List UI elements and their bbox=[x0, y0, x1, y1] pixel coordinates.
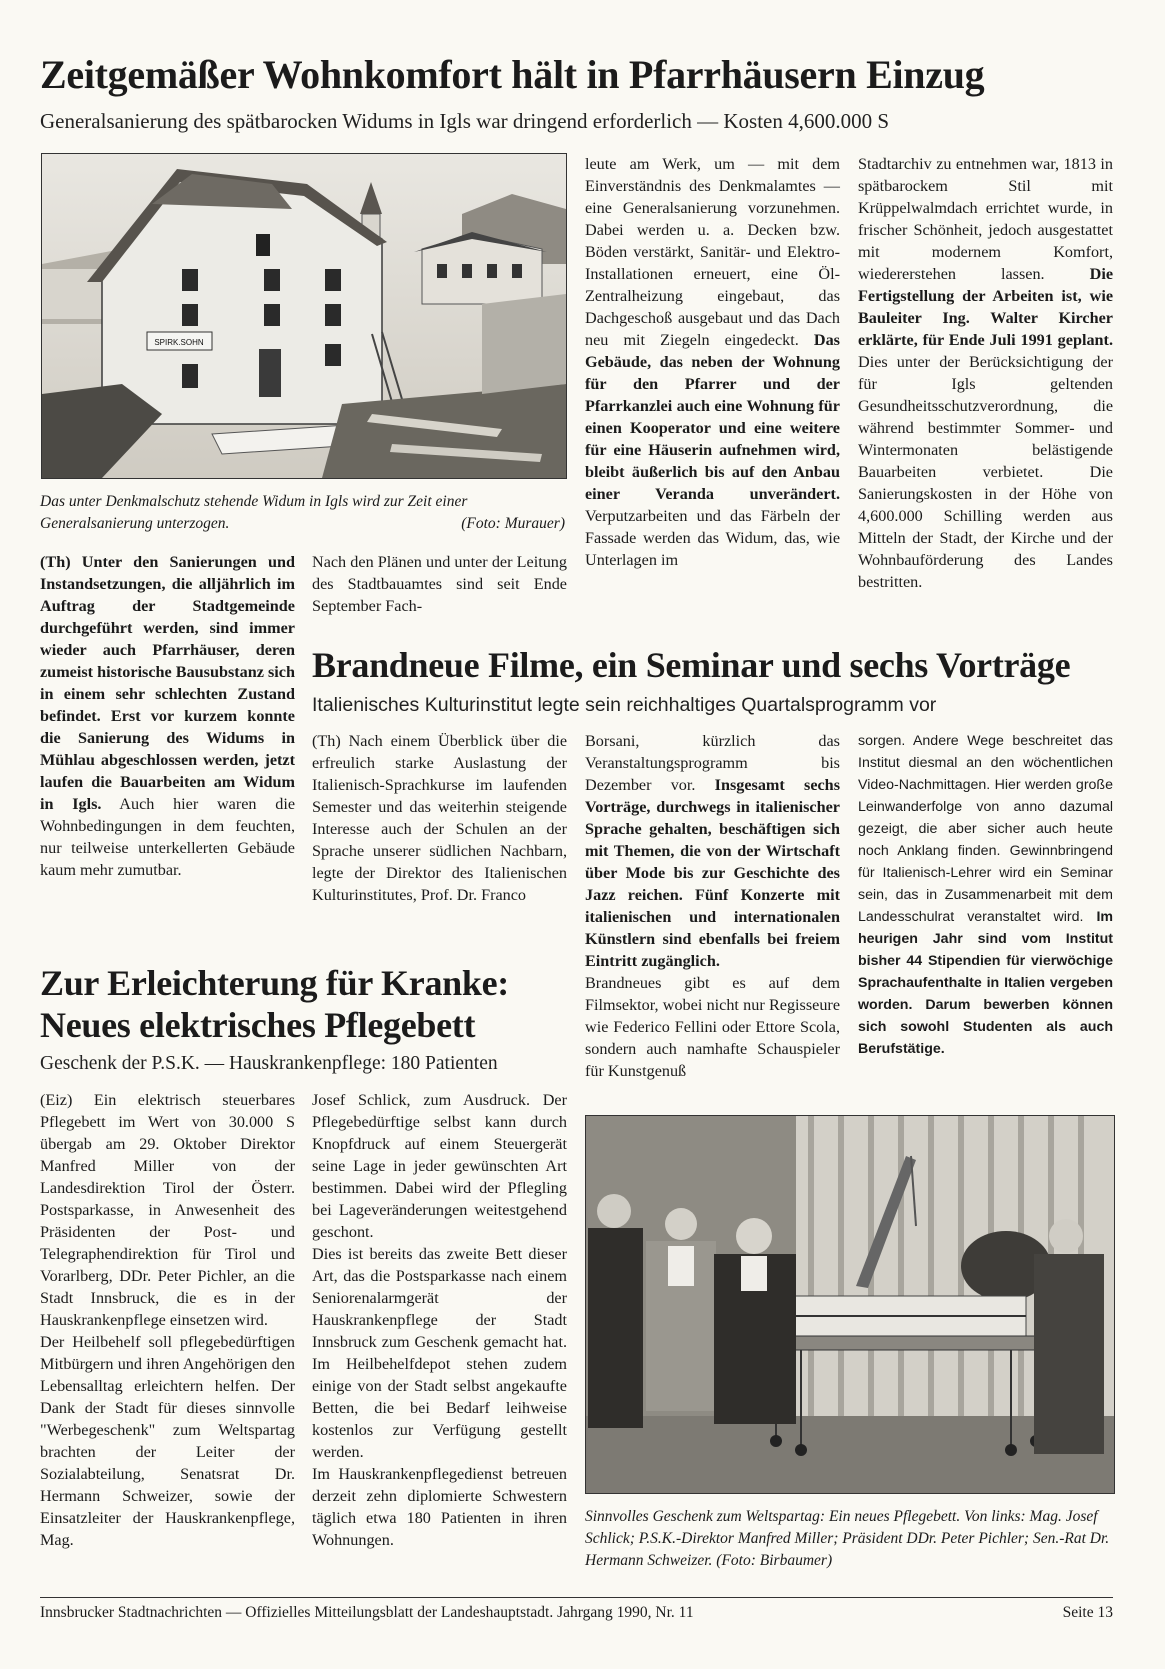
article2-col2-bold: Insgesamt sechs Vorträge, durchwegs in italienischer Sprache gehalten, beschäftigen sich mit Themen, die von der Wirtschaft über Mode bis zur Geschichte des Jazz reichen. Fünf Konzerte mit italienischen und internationalen Künstlern sind ebenfalls bei freiem Eintritt zugänglich. bbox=[585, 776, 840, 970]
article3-col2-para2: Dies ist bereits das zweite Bett dieser Art, das die Postsparkasse nach einem Seniorenalarmgerät der Hauskrankenpflege der Stadt Innsbruck zum Geschenk gemacht hat. Im Heilbehelfdepot stehen zudem einige von der Stadt selbst angekaufte Betten, die bei Bedarf leihweise kostenlos zur Verfügung gestellt werden. bbox=[312, 1245, 567, 1461]
article2-col3-text: sorgen. Andere Wege beschreitet das Institut diesmal an den wöchentlichen Video-Nachmittagen. Hier werden große Leinwanderfolge von anno dazumal gezeigt, die aber sicher auch heute noch Anklang finden. Gewinnbringend für Italienisch-Lehrer wird ein Seminar sein, das in Zusammenarbeit mit dem Landesschulrat veranstaltet wird. bbox=[858, 733, 1113, 925]
article1-col3-bold: Das Gebäude, das neben der Wohnung für den Pfarrer und der Pfarrkanzlei auch eine Wohnung für einen Kooperator und eine weitere für eine Häuserin aufnehmen wird, bleibt äußerlich bis auf den Anbau einer Veranda unverändert. bbox=[585, 331, 840, 503]
article3-col2-para1: Josef Schlick, zum Ausdruck. Der Pflegebedürftige selbst kann durch Knopfdruck auf einem Steuergerät seine Lage in jeder gewünschten Art bestimmen. Dabei wird der Pflegling bei Lageveränderungen weitestgehend geschont. bbox=[312, 1091, 567, 1241]
article2-col2-text-a: Borsani, kürzlich das Veranstaltungsprogramm bis Dezember vor. bbox=[585, 732, 840, 794]
article1-headline: Zeitgemäßer Wohnkomfort hält in Pfarrhäusern Einzug bbox=[40, 52, 985, 97]
article2-column3 bbox=[858, 730, 1113, 1060]
article1-col3-text-b: Verputzarbeiten und das Färbeln der Fassade werden das Widum, das, wie Unterlagen im bbox=[585, 507, 840, 569]
article3-headline-line2: Neues elektrisches Pflegebett bbox=[40, 1005, 476, 1045]
article2-subheadline: Italienisches Kulturinstitut legte sein reichhaltiges Quartalsprogramm vor bbox=[312, 694, 937, 716]
article3-headline-line1: Zur Erleichterung für Kranke: bbox=[40, 963, 509, 1003]
article1-col1-text: Auch hier waren die Wohnbedingungen in dem feuchten, nur teilweise unterkellerten Gebäude kaum mehr zumutbar. bbox=[40, 795, 295, 879]
article3-col1-para2: Der Heilbehelf soll pflegebedürftigen Mitbürgern und ihren Angehörigen den Lebensalltag erleichtern helfen. Der Dank der Stadt für dieses sinnvolle "Werbegeschenk" zum Weltspartag brachten der Leiter der Sozialabteilung, Senatsrat Dr. Hermann Schweizer, sowie der Einsatzleiter der Hauskrankenpflege, Mag. bbox=[40, 1333, 295, 1549]
article1-column2: Nach den Plänen und unter der Leitung des Stadtbauamtes sind seit Ende September Fach- bbox=[312, 553, 567, 615]
house-photo bbox=[41, 153, 567, 479]
article1-column4 bbox=[858, 153, 1113, 593]
article2-col3-bold: Im heurigen Jahr sind vom Institut bisher 44 Stipendien für vierwöchige Sprachaufenthalte in Italien vergeben worden. Darum bewerben können sich sowohl Studenten als auch Berufstätige. bbox=[858, 909, 1113, 1057]
article1-subheadline: Generalsanierung des spätbarocken Widums in Igls war dringend erforderlich — Kosten 4,600.000 S bbox=[40, 109, 890, 133]
footer-rule bbox=[40, 1597, 1113, 1598]
article1-col3-text-a: leute am Werk, um — mit dem Einverständnis des Denkmalamtes — eine Generalsanierung vorzunehmen. Dabei werden u. a. Decken bzw. Böden verstärkt, Sanitär- und Elektro-Installationen erneuert, eine Öl-Zentralheizung eingebaut, das Dachgeschoß ausgebaut und das Dach neu mit Ziegeln eingedeckt. bbox=[585, 155, 840, 349]
article2-column1: (Th) Nach einem Überblick über die erfreulich starke Auslastung der Italienisch-Sprachkurse im laufenden Semester und das weiterhin steigende Interesse auch der Schulen an der Sprache unserer südlichen Nachbarn, legte der Direktor des Italienischen Kulturinstitutes, Prof. Dr. Franco bbox=[312, 732, 567, 904]
article2-col2-text-b: Brandneues gibt es auf dem Filmsektor, wobei nicht nur Regisseure wie Federico Fellini oder Ettore Scola, sondern auch namhafte Schauspieler für Kunstgenuß bbox=[585, 974, 840, 1080]
bed-illustration bbox=[586, 1116, 1114, 1493]
article2-headline: Brandneue Filme, ein Seminar und sechs Vorträge bbox=[312, 645, 1071, 685]
footer-publication: Innsbrucker Stadtnachrichten — Offizielles Mitteilungsblatt der Landeshauptstadt. Jahrgang 1990, Nr. 11 bbox=[40, 1604, 694, 1621]
article3-subheadline: Geschenk der P.S.K. — Hauskrankenpflege: 180 Patienten bbox=[40, 1053, 498, 1074]
article1-column1 bbox=[40, 551, 295, 881]
article3-column1 bbox=[40, 1089, 295, 1551]
article1-col4-text-b: Dies unter der Berücksichtigung der für Igls geltenden Gesundheitsschutzverordnung, die während bestimmter Sommer- und Wintermonaten belästigende Bauarbeiten verbietet. Die Sanierungskosten in der Höhe von 4,600.000 Schilling werden aus Mitteln der Stadt, der Kirche und der Wohnbauförderung des Landes bestritten. bbox=[858, 353, 1113, 591]
article1-column3 bbox=[585, 153, 840, 571]
house-photo-caption: Das unter Denkmalschutz stehende Widum in Igls wird zur Zeit einer Generalsanierung unterzogen. bbox=[40, 493, 468, 532]
article1-col4-bold: Die Fertigstellung der Arbeiten ist, wie Bauleiter Ing. Walter Kircher erklärte, für Ende Juli 1991 geplant. bbox=[858, 265, 1114, 349]
article2-column2 bbox=[585, 730, 840, 1082]
article1-lead: (Th) Unter den Sanierungen und Instandsetzungen, die alljährlich im Auftrag der Stadtgemeinde durchgeführt werden, sind immer wieder auch Pfarrhäuser, deren zumeist historische Bausubstanz sich in einem sehr schlechten Zustand befindet. Erst vor kurzem konnte die Sanierung des Widums in Mühlau abgeschlossen werden, jetzt laufen die Bauarbeiten am Widum in Igls. bbox=[40, 553, 295, 813]
bed-photo bbox=[585, 1115, 1115, 1494]
article3-headline bbox=[40, 962, 509, 1046]
article1-col4-text-a: Stadtarchiv zu entnehmen war, 1813 in spätbarockem Stil mit Krüppelwalmdach errichtet wurde, in frischer Schönheit, jedoch ausgestattet mit modernem Komfort, wiedererstehen lassen. bbox=[858, 155, 1113, 283]
house-photo-credit: (Foto: Murauer) bbox=[461, 515, 565, 532]
photo-sign-text: SPIRK.SOHN bbox=[154, 338, 204, 347]
footer-page-number: Seite 13 bbox=[1062, 1604, 1113, 1621]
house-illustration bbox=[42, 154, 566, 478]
article3-column2 bbox=[312, 1089, 567, 1551]
article3-col2-para3: Im Hauskrankenpflegedienst betreuen derzeit zehn diplomierte Schwestern täglich etwa 180 Patienten in ihren Wohnungen. bbox=[312, 1465, 567, 1549]
article3-col1-para1: (Eiz) Ein elektrisch steuerbares Pflegebett im Wert von 30.000 S übergab am 29. Oktober Direktor Manfred Miller von der Landesdirektion Tirol der Österr. Postsparkasse, in Anwesenheit des Präsidenten der Post- und Telegraphendirektion für Tirol und Vorarlberg, DDr. Peter Pichler, an die Stadt Innsbruck, die es in der Hauskrankenpflege einsetzen wird. bbox=[40, 1091, 295, 1329]
bed-photo-caption: Sinnvolles Geschenk zum Weltspartag: Ein neues Pflegebett. Von links: Mag. Josef Schlick; P.S.K.-Direktor Manfred Miller; Präsident DDr. Peter Pichler; Sen.-Rat Dr. Hermann Schweizer. (Foto: Birbaumer) bbox=[585, 1508, 1110, 1569]
